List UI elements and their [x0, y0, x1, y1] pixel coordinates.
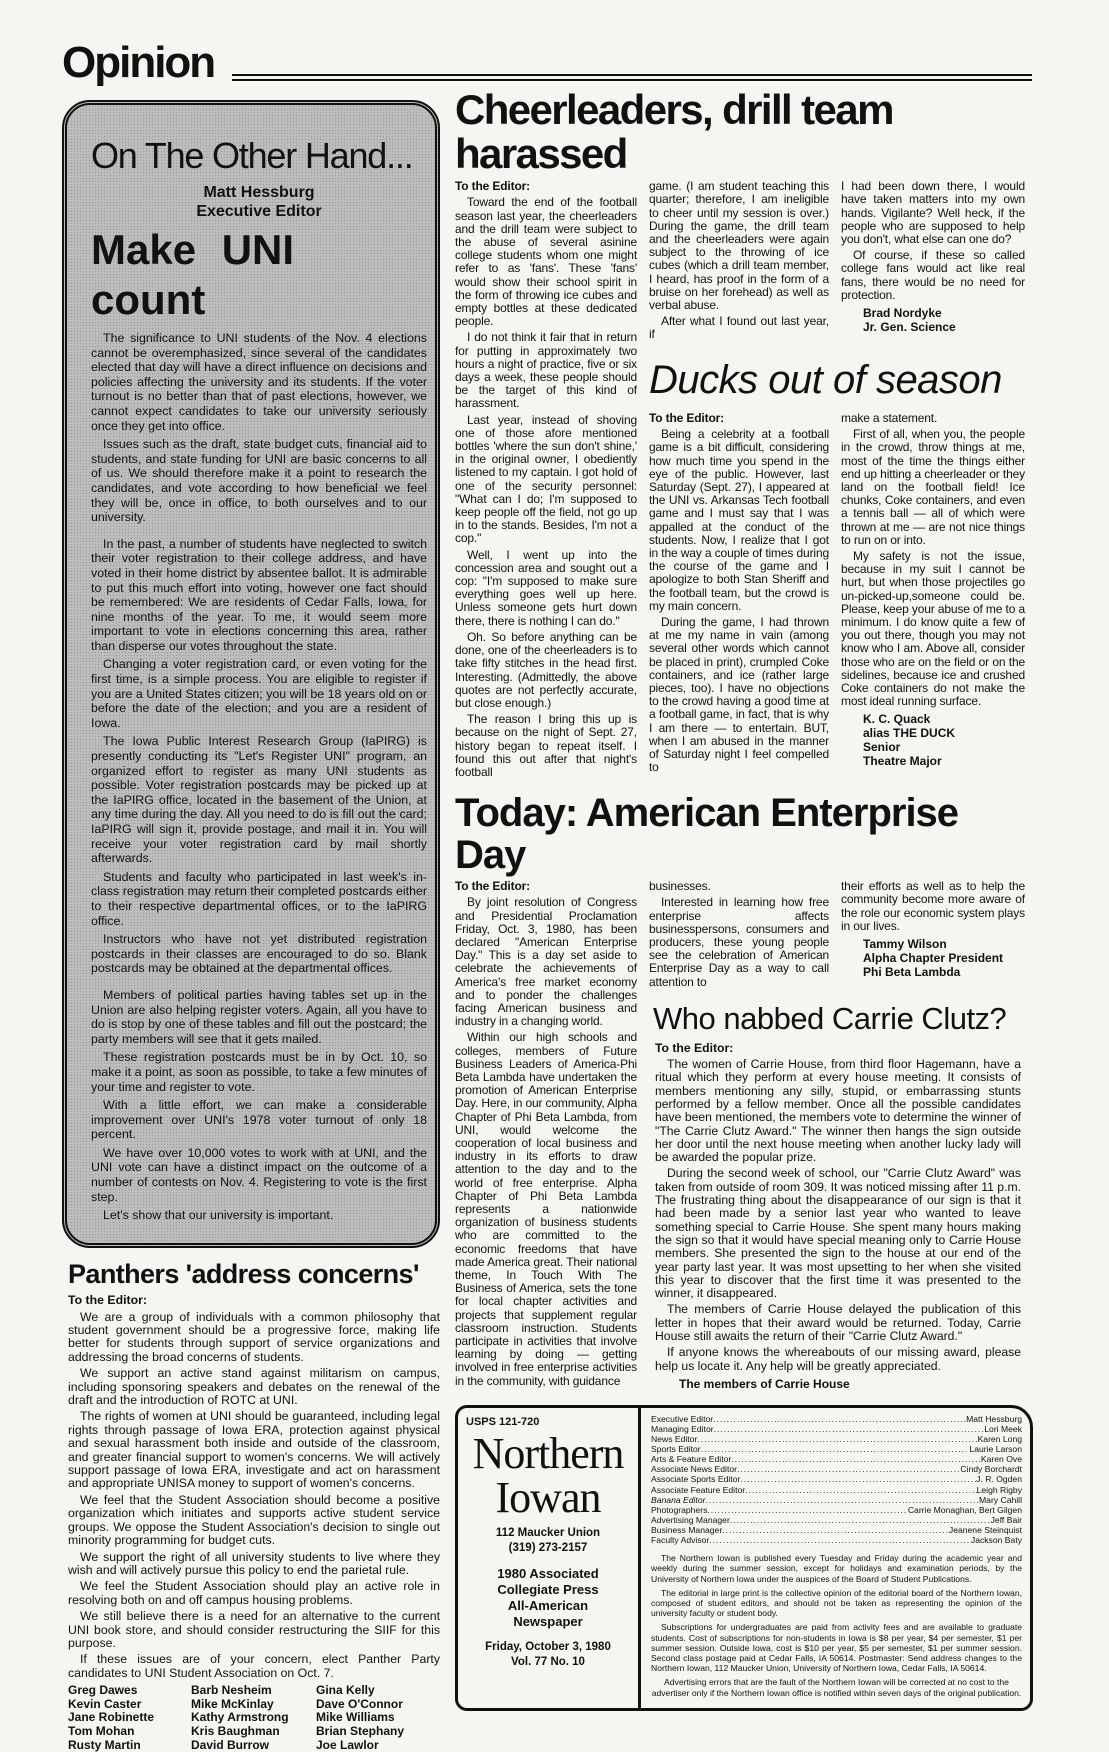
masthead-nameplate-panel — [458, 1408, 641, 1708]
award-line: Newspaper — [513, 1613, 583, 1629]
cheerleaders-headline: Cheerleaders, drill team harassed — [455, 86, 893, 178]
ducks-column-2 — [841, 412, 1025, 708]
ducks-signature — [863, 712, 1025, 768]
enterprise-column-3 — [841, 880, 1025, 933]
paragraph: Being a celebrity at a football game is a bit difficult, considering how much time you spend in the eye of the public. However, last Saturday (Sept. 27), I appeared at the UNI vs. Arkansas Tech football game and I must say that I was appalled at the conduct of the students. Now, I realize that I got in the way a couple of times during the course of the game and I apologize to both Stan Sheriff and the football team, but the crowd is my main concern. — [649, 427, 829, 613]
staff-role: Banana Editor — [651, 1494, 706, 1505]
staff-name: Jeanene Steinquist — [948, 1524, 1022, 1535]
paragraph: Well, I went up into the concession area and sought out a cop: "I'm supposed to make sure everything goes well up here. Unless someone gets hurt down there, there is nothing I can do." — [455, 547, 637, 628]
paragraph: The Iowa Public Interest Research Group (IaPIRG) is presently conducting its "Let's Register UNI" program, an organized effort to register as many UNI students as possible. Voter registration postcards may be picked up at the IaPIRG office, located in the basement of the Union, at any time during the day. All you need to do is fill out the card; IaPIRG will sign it, provide postage, and mail it in. You will receive your voter registration card by mail shortly afterwards. — [91, 734, 427, 866]
paragraph: Instructors who have not yet distributed registration postcards in their classes are encouraged to do so. Blank postcards may be obtained at the departmental offices. — [91, 932, 427, 976]
staff-role: Business Manager — [651, 1524, 723, 1535]
cheerleaders-column-2 — [649, 180, 829, 349]
staff-row — [651, 1474, 1022, 1484]
paragraph: During the game, I had thrown at me my name in vain (among several other words which cannot be placed in print), crumpled Coke containers, and ice (rather large pieces, too). I have no objections to the crowd having a good time at a football game, in fact, that is why I am there — to entertain. BUT, when I am abused in the manner of Saturday night I feel compelled to — [649, 615, 829, 775]
staff-row — [651, 1414, 1022, 1424]
cheerleaders-signature — [863, 306, 1025, 334]
signature-line: Brad Nordyke — [863, 306, 942, 321]
paragraph: Students and faculty who participated in last week's in-class registration may return their completed postcards either to their respective departmental offices, or to the IaPIRG office. — [91, 869, 427, 928]
nameplate-line: Northern — [472, 1428, 624, 1478]
paragraph: We have over 10,000 votes to work with at UNI, and the UNI vote can have a distinct impact on the outcome of a number of contests on Nov. 4. Registering to vote is the first step. — [91, 1145, 427, 1204]
paragraph: With a little effort, we can make a considerable improvement over UNI's 1978 voter turnout of only 18 percent. — [91, 1098, 427, 1142]
paragraph: make a statement. — [841, 410, 938, 425]
letters-grid-top — [455, 180, 1033, 782]
author-title: Executive Editor — [196, 203, 322, 220]
staff-row — [651, 1464, 1022, 1474]
paragraph: We still believe there is a need for an alternative to the current UNI book store, and should consider restructuring the SIIF for this purpose. — [68, 1609, 440, 1650]
ducks-column-1 — [649, 412, 829, 782]
staff-name: Karen Ove — [980, 1454, 1022, 1465]
cheerleaders-column-3-wrap — [841, 180, 1025, 349]
paragraph: Toward the end of the football season last year, the cheerleaders and the drill team were subject to the abuse of several asinine college students whom one might refer to as 'fans'. These 'fans' would show their school spirit in the form of throwing ice cubes and empty bottles at these dedicated people. — [455, 195, 637, 329]
signer-name: Mike Williams — [316, 1710, 395, 1725]
staff-name: Laurie Larson — [969, 1444, 1022, 1455]
nameplate-logo — [458, 1428, 638, 1522]
salutation: To the Editor: — [655, 1040, 734, 1055]
masthead-staff-panel — [641, 1408, 1030, 1708]
staff-role: Managing Editor — [651, 1423, 714, 1434]
staff-role: Associate News Editor — [651, 1464, 737, 1475]
staff-role: Sports Editor — [651, 1444, 701, 1455]
paragraph: game. (I am student teaching this quarter; therefore, I am ineligible to cheer until my session is over.) During the game, the drill team and the cheerleaders were again subject to the throwing of ice cubes (which a drill team member, I heard, has proof in the form of a bruise on her forehead) as well as verbal abuse. — [649, 179, 829, 313]
paragraph: Let's show that our university is important. — [103, 1208, 334, 1223]
left-column — [62, 100, 440, 1752]
signer-name: David Burrow — [191, 1737, 270, 1752]
salutation: To the Editor: — [455, 879, 530, 894]
paragraph: Members of political parties having tables set up in the Union are also helping register voters. Again, all you have to do is stop by one of these tables and fill out the postcard; the party members will see that it gets mailed. — [91, 987, 427, 1046]
paragraph: Last year, instead of shoving one of those afore mentioned bottles 'where the sun don't shine,' in the original owner, I obediently listened to my captain. I got hold of one of the security personnel: "What can I do; I'm supposed to keep people off the field, not go up in to the stands. Besides, I'm not a cop." — [455, 412, 637, 546]
staff-name: Leigh Rigby — [976, 1484, 1022, 1495]
staff-name: Karen Long — [977, 1434, 1022, 1445]
signature-line: Jr. Gen. Science — [863, 320, 956, 335]
salutation: To the Editor: — [649, 410, 724, 425]
signer-name: Tom Mohan — [68, 1723, 135, 1738]
staff-name: Carrie Monaghan, Bert Gilgen — [907, 1504, 1022, 1515]
paragraph: The significance to UNI students of the Nov. 4 elections cannot be overemphasized, since several of the candidates elected that day will have a direct influence on decisions and policies affecting the university and its students. If the voter turnout is no better than that of past elections, however, we cannot expect candidates to take our university seriously once they get into office. — [91, 331, 427, 433]
leader-dots — [713, 1414, 966, 1424]
section-title: Opinion — [62, 38, 215, 87]
staff-row — [651, 1495, 1022, 1505]
paragraph: The Northern Iowan is published every Tuesday and Friday during the academic year and weekly during the summer session, except for holidays and examination periods, by the University of Northern Iowa under the auspices of the Board of Student Publications. — [651, 1553, 1022, 1584]
paragraph: Subscriptions for undergraduates are paid from activity fees and are available to graduate students. Cost of subscriptions for non-students in Iowa is $8 per year, $4 per semester, $1 per summer session. Outside Iowa, cost is $10 per year, $5 per semester, $1 per summer session. Second class postage paid at Cedar Falls, IA 50614. Postmaster: Send address changes to the Northern Iowan, 112 Maucker Union, University of Northern Iowa, Cedar Falls, IA 50614. — [651, 1622, 1022, 1674]
paragraph: We support an active stand against militarism on campus, including sponsoring speakers and debates on the renewal of the draft and the introduction of ROTC at UNI. — [68, 1366, 440, 1408]
signer-name: Rusty Martin — [68, 1737, 141, 1752]
paragraph: My safety is not the issue, because in my suit I cannot be hurt, but when those projectiles go un-picked-up,someone could be. Please, keep your abuse of me to a minimum. I do know quite a few of you out there, though you may not know who I am. Above all, consider those who are on the field or on the sidelines, because ice and crushed Coke containers do not make the most ideal running surface. — [841, 549, 1025, 709]
enterprise-signature — [863, 937, 1025, 979]
panthers-body — [68, 1294, 440, 1680]
paragraph: Interested in learning how free enterprise affects businesspersons, consumers and producers, these young people see the celebration of American Enterprise Day as a way to call attention to — [649, 895, 829, 989]
paragraph: Advertising errors that are the fault of the Northern Iowan will be corrected at no cost to the advertiser only if the Northern Iowan office is notified within seven days of the original publication. — [651, 1677, 1022, 1698]
leader-dots — [709, 1535, 971, 1545]
signature-line: alias THE DUCK — [863, 726, 956, 741]
leader-dots — [745, 1485, 977, 1495]
paragraph: The women of Carrie House, from third floor Hagemann, have a ritual which they perform at every house meeting. It consists of members mentioning any silly, stupid, or embarrassing stunts performed by a fellow member. Once all the possible candidates have been mentioned, the members vote to determine the winner of "The Carrie Clutz Award." The winner then hangs the sign outside her door until the next house meeting when another lucky lady will be awarded the popular prize. — [655, 1057, 1021, 1165]
staff-name: Jeff Bair — [990, 1514, 1022, 1525]
staff-role: Advertising Manager — [651, 1514, 730, 1525]
staff-name: Lori Meek — [984, 1423, 1022, 1434]
leader-dots — [722, 1525, 949, 1535]
enterprise-column-1 — [455, 880, 637, 1397]
masthead-notes — [651, 1553, 1022, 1698]
signer-name: Joe Lawlor — [316, 1737, 379, 1752]
paragraph: businesses. — [649, 879, 711, 894]
signer-name: Barb Nesheim — [191, 1683, 272, 1698]
paragraph: The members of Carrie House delayed the publication of this letter in hopes that their award would be returned. Today, Carrie House still awaits the return of their "Carrie Clutz Award." — [655, 1302, 1021, 1343]
signature-line: Tammy Wilson — [863, 936, 947, 951]
leader-dots — [701, 1444, 970, 1454]
column-title: On The Other Hand... — [91, 135, 413, 176]
paragraph: We are a group of individuals with a common philosophy that student government should be a progressive force, making life better for students through support of service organizations and addressing the broad concerns of students. — [68, 1309, 440, 1364]
signer-name: Gina Kelly — [316, 1683, 375, 1698]
paragraph: First of all, when you, the people in the crowd, throw things at me, most of the time the things either end up hitting a cheerleader or they land on the football field! Ice chunks, Coke containers, and even a tennis ball — all of which were thrown at me — are not nice things to run on or into. — [841, 427, 1025, 547]
leader-dots — [731, 1454, 981, 1464]
staff-name: Matt Hessburg — [966, 1413, 1022, 1424]
staff-role: Arts & Feature Editor — [651, 1454, 732, 1465]
paragraph: I do not think it fair that in return for putting in approximately two hours a night of practice, five or six days a week, these people should be the target of this kind of harassment. — [455, 330, 637, 411]
cheerleaders-column-1 — [455, 180, 637, 782]
leader-dots — [697, 1434, 977, 1444]
editorial-byline — [91, 183, 427, 221]
staff-row — [651, 1485, 1022, 1495]
paragraph: We feel the Student Association should play an active role in resolving both on and off campus housing problems. — [68, 1579, 440, 1607]
award-line: All-American — [507, 1597, 589, 1613]
staff-role: Associate Feature Editor — [651, 1484, 746, 1495]
paragraph: I had been down there, I would have taken matters into my own hands. Vigilante? Well heck, if the people who are supposed to help you don't, what else can one do? — [841, 179, 1025, 246]
paragraph: their efforts as well as to help the community become more aware of the role our economic system plays in our lives. — [841, 879, 1025, 933]
staff-role: News Editor — [651, 1434, 698, 1445]
masthead-award — [458, 1566, 638, 1630]
author-name: Matt Hessburg — [203, 184, 315, 201]
letters-grid-bottom — [455, 880, 1033, 1397]
editorial-headline: Make UNI count — [91, 226, 295, 323]
usps-number: USPS 121-720 — [466, 1415, 540, 1428]
issue-date: Friday, October 3, 1980 — [485, 1640, 611, 1653]
paragraph: By joint resolution of Congress and Presidential Proclamation Friday, Oct. 3, 1980, has been declared "American Enterprise Day." This is a day set aside to celebrate the achievements of America's free market economy and to ponder the challenges facing American business and industry in a changing world. — [455, 895, 637, 1029]
signature-line: Phi Beta Lambda — [863, 964, 961, 979]
masthead-issue — [458, 1640, 638, 1670]
staff-name: J. R. Ogden — [976, 1474, 1022, 1485]
cheerleaders-column-3 — [841, 180, 1025, 302]
enterprise-column-3-wrap — [841, 880, 1025, 992]
carrie-letter — [649, 1042, 1025, 1397]
staff-role: Associate Sports Editor — [651, 1474, 741, 1485]
leader-dots — [740, 1474, 976, 1484]
nameplate-line: Iowan — [495, 1472, 601, 1522]
paragraph: The rights of women at UNI should be guaranteed, including legal rights through passage of Iowa ERA, protection against physical and sexual harassment both inside and outside of the classroom, and greater financial support to women's concerns. We will actively support passage of Iowa ERA, investigate and act on harassment and appropriate UNISA money to support of women's concerns. — [68, 1409, 440, 1491]
paragraph: The editorial in large print is the collective opinion of the editorial board of the Northern Iowan, composed of student editors, and should not be taken as representing the opinion of the university faculty or student body. — [651, 1587, 1022, 1619]
leader-dots — [730, 1515, 991, 1525]
staff-role: Executive Editor — [651, 1413, 714, 1424]
signer-name: Greg Dawes — [68, 1683, 138, 1698]
paragraph: Oh. So before anything can be done, one of the cheerleaders is to take fifty stitches in the head first. Interesting. (Admittedly, the above quotes are not perfectly accurate, but close enough.) — [455, 629, 637, 710]
masthead-address — [458, 1526, 638, 1556]
paragraph: We support the right of all university students to live where they wish and will actively pursue this policy to end the parietal rule. — [68, 1549, 440, 1577]
signer-name: Mike McKinlay — [191, 1696, 274, 1711]
staff-row — [651, 1515, 1022, 1525]
address: 112 Maucker Union — [495, 1526, 601, 1539]
signer-name: Kathy Armstrong — [191, 1710, 289, 1725]
leader-dots — [707, 1505, 907, 1515]
paragraph: After what I found out last year, if — [649, 314, 829, 342]
enterprise-column-2 — [649, 880, 829, 992]
staff-row — [651, 1444, 1022, 1454]
signer-name: Kevin Caster — [68, 1696, 142, 1711]
leader-dots — [737, 1464, 960, 1474]
staff-name: Mary Cahill — [979, 1494, 1022, 1505]
staff-role: Faculty Advisor — [651, 1535, 710, 1545]
signer-name: Dave O'Connor — [316, 1696, 403, 1711]
masthead-box — [455, 1405, 1033, 1711]
signer-name: Jane Robinette — [68, 1710, 155, 1725]
staff-row — [651, 1424, 1022, 1434]
paragraph: If anyone knows the whereabouts of our missing award, please help us locate it. Any help will be greatly appreciated. — [655, 1345, 1021, 1373]
paragraph: Issues such as the draft, state budget cuts, financial aid to students, and state funding for UNI are basic concerns to all of us. We should therefore make it a point to research the candidates, and vote according to how beneficial we feel they will be, once in office, to both ourselves and to our university. — [91, 437, 427, 525]
staff-row — [651, 1535, 1022, 1545]
paragraph: During the second week of school, our "Carrie Clutz Award" was taken from outside of room 309. It was noticed missing after 11 p.m. The frustrating thing about the disappearance of our sign is that it had been made by a senior last year who wanted to leave something special to Carrie House. She spent many hours making the sign so that it would have special meaning only to Carrie House members. She presented the sign to the house at our end of the year party last year. It was most upsetting to her when she visited this year to discover that the first time it was presented to the winner, it disappeared. — [655, 1166, 1021, 1301]
header-rule — [232, 74, 1032, 81]
staff-row — [651, 1505, 1022, 1515]
paragraph: We feel that the Student Association should become a positive organization which initiates and supports active student service groups. We oppose the Student Association's decision to single out minority programming for budget cuts. — [68, 1492, 440, 1548]
ducks-column-2-wrap — [841, 412, 1025, 782]
staff-row — [651, 1454, 1022, 1464]
signature-line: Theatre Major — [863, 754, 942, 769]
editorial-body — [91, 331, 427, 1223]
salutation: To the Editor: — [455, 179, 530, 194]
panthers-signers — [68, 1684, 436, 1752]
leader-dots — [705, 1495, 979, 1505]
paragraph: The reason I bring this up is because on the night of Sept. 27, history began to repeat itself. I found this out after that night's football — [455, 712, 637, 779]
staff-row — [651, 1525, 1022, 1535]
paragraph: If these issues are of your concern, elect Panther Party candidates to UNI Student Association on Oct. 7. — [68, 1652, 440, 1680]
signer-name: Brian Stephany — [316, 1723, 405, 1738]
staff-role: Photographers — [651, 1504, 708, 1515]
carrie-headline: Who nabbed Carrie Clutz? — [653, 1000, 1007, 1036]
issue-volume: Vol. 77 No. 10 — [511, 1655, 585, 1668]
paragraph: These registration postcards must be in by Oct. 10, so make it a point, as soon as possible, to take a few minutes of your time and register to vote. — [91, 1050, 427, 1094]
award-line: 1980 Associated — [497, 1565, 599, 1581]
right-column — [455, 88, 1033, 1711]
panthers-headline: Panthers 'address concerns' — [68, 1258, 419, 1289]
ducks-headline: Ducks out of season — [649, 358, 1002, 403]
leader-dots — [714, 1424, 985, 1434]
paragraph: Within our high schools and colleges, members of Future Business Leaders of America-Phi Beta Lambda have undertaken the promotion of American Enterprise Day. Here, in our community, Alpha Chapter of Phi Beta Lambda, from UNI, would welcome the cooperation of local business and industry in its efforts to draw attention to the day and to the world of free enterprise. Alpha Chapter of Phi Beta Lambda represents a nationwide organization of business students who are committed to the economic freedoms that have made America great. Their national theme, In Touch With The Business of America, sets the tone for local chapter activities and projects that supplement regular classroom instruction. Students participate in activities that involve learning by doing — getting involved in free enterprise activities in the community, with guidance — [455, 1030, 637, 1388]
signature-line: K. C. Quack — [863, 712, 931, 727]
carrie-signature: The members of Carrie House — [679, 1376, 850, 1391]
paragraph: In the past, a number of students have neglected to switch their voter registration to their college address, and have voted in their home district by absentee ballot. It is admirable to put this much effort into voting, however one fact should be remembered: We are residents of Cedar Falls, Iowa, for nine months of the year. To me, it would seem more important to vote in elections concerning this area, rather than disperse our votes throughout the state. — [91, 536, 427, 653]
phone: (319) 273-2157 — [508, 1541, 588, 1554]
paragraph: Of course, if these so called college fans would act like real fans, there would be no need for protection. — [841, 248, 1025, 302]
staff-name: Jackson Baty — [970, 1535, 1022, 1545]
enterprise-headline: Today: American Enterprise Day — [455, 791, 959, 878]
editorial-box — [62, 100, 440, 1248]
signer-name: Kris Baughman — [191, 1723, 280, 1738]
staff-name: Cindy Borchardt — [960, 1464, 1022, 1475]
staff-row — [651, 1434, 1022, 1444]
carrie-body — [649, 1042, 1025, 1373]
salutation: To the Editor: — [68, 1293, 148, 1308]
signature-line: Alpha Chapter President — [863, 950, 1004, 965]
staff-list — [651, 1414, 1022, 1545]
panthers-letter — [62, 1248, 440, 1752]
paragraph: Changing a voter registration card, or even voting for the first time, is a simple process. You are eligible to register if you are a United States citizen; you will be 18 years old on or before the date of the election; and you are a resident of Iowa. — [91, 657, 427, 730]
signature-line: Senior — [863, 740, 901, 755]
award-line: Collegiate Press — [497, 1581, 599, 1597]
